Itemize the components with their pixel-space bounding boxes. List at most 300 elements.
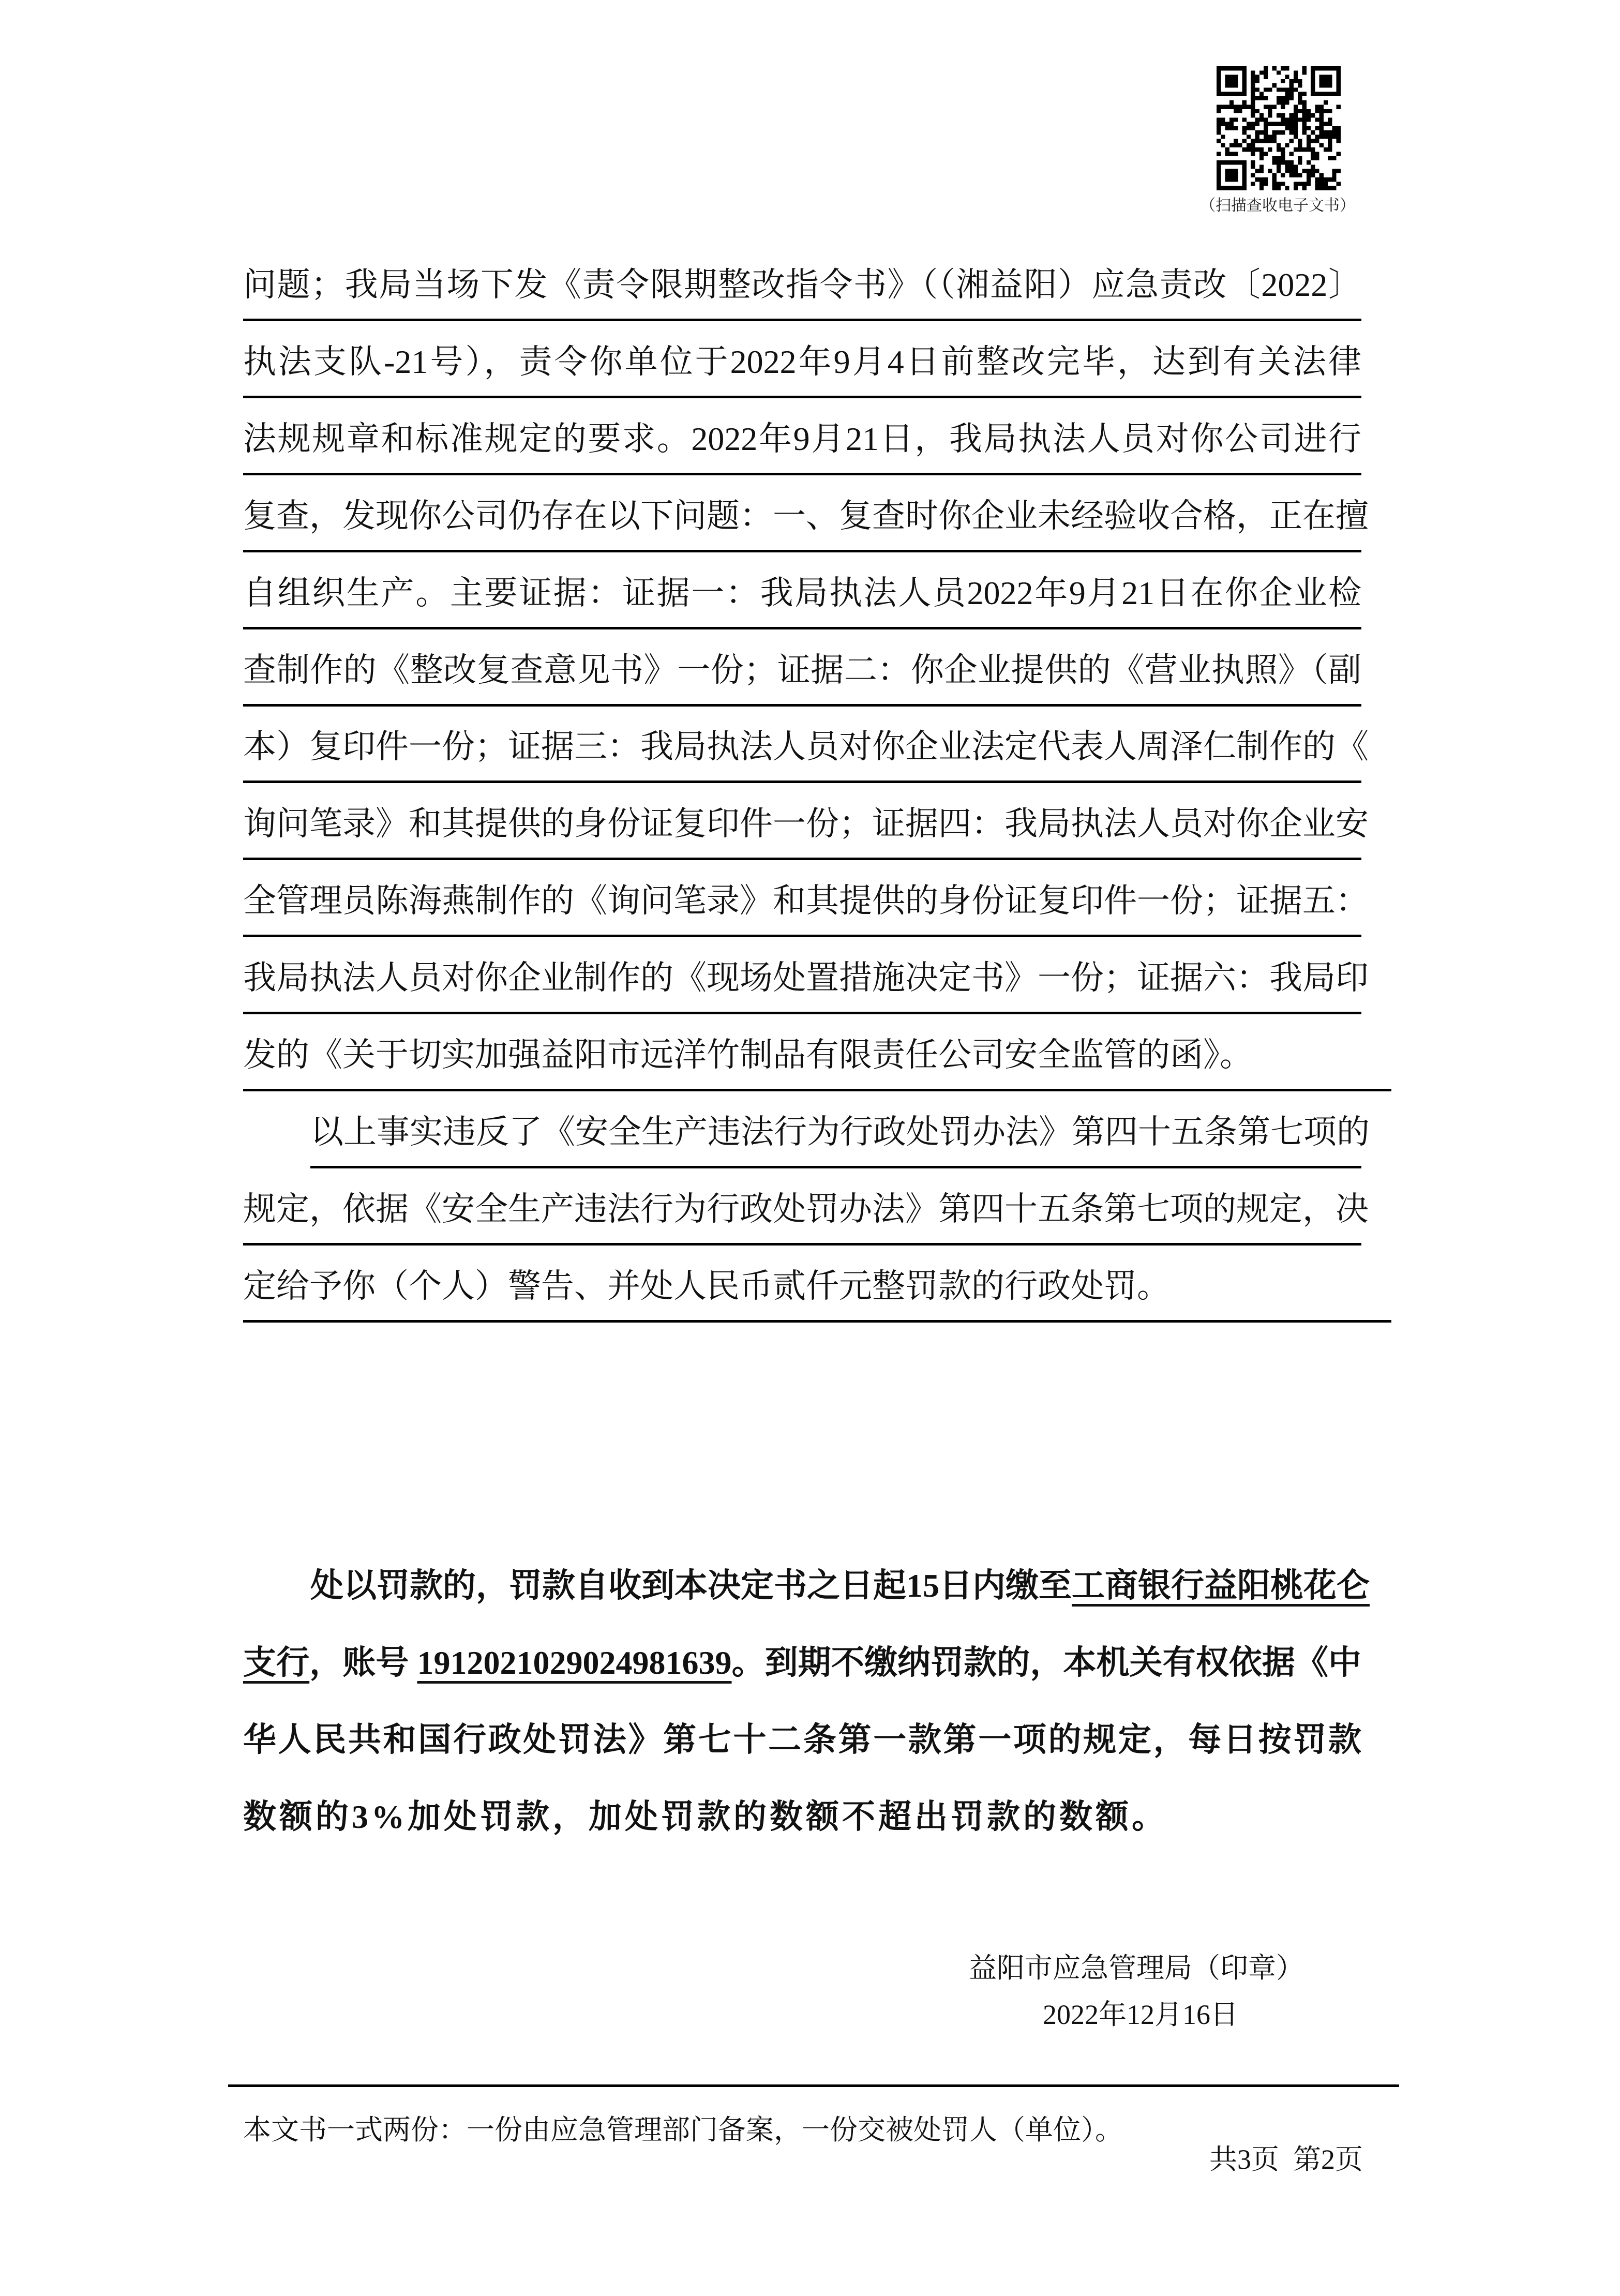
qr-module xyxy=(1337,130,1341,134)
footer-divider xyxy=(228,2084,1399,2087)
qr-module xyxy=(1337,70,1341,74)
qr-module xyxy=(1285,169,1289,173)
qr-module xyxy=(1294,122,1298,126)
qr-module xyxy=(1319,177,1324,182)
qr-module xyxy=(1251,70,1255,74)
qr-module xyxy=(1307,139,1311,143)
qr-module xyxy=(1238,160,1242,164)
qr-module xyxy=(1285,66,1289,70)
qr-module xyxy=(1281,182,1285,186)
qr-module xyxy=(1259,156,1264,160)
qr-module xyxy=(1319,173,1324,177)
qr-module xyxy=(1281,87,1285,92)
qr-module xyxy=(1294,117,1298,122)
qr-module xyxy=(1225,92,1229,96)
qr-module xyxy=(1242,182,1247,186)
qr-module xyxy=(1229,100,1234,104)
text-line: 复查，发现你公司仍存在以下问题：一、复查时你企业未经验收合格，正在擅 xyxy=(243,483,1361,552)
qr-module xyxy=(1328,75,1332,79)
qr-module xyxy=(1319,104,1324,109)
qr-module xyxy=(1251,173,1255,177)
qr-module xyxy=(1302,117,1307,122)
qr-module xyxy=(1328,186,1332,190)
qr-module xyxy=(1277,164,1281,169)
qr-module xyxy=(1264,70,1268,74)
qr-module xyxy=(1234,126,1238,130)
qr-code xyxy=(1217,66,1341,190)
qr-module xyxy=(1289,79,1294,83)
qr-module xyxy=(1298,139,1302,143)
qr-module xyxy=(1225,160,1229,164)
qr-module xyxy=(1332,173,1336,177)
qr-module xyxy=(1289,126,1294,130)
qr-module xyxy=(1259,130,1264,134)
qr-module xyxy=(1264,75,1268,79)
account-number: 1912021029024981639 xyxy=(417,1644,732,1681)
qr-module xyxy=(1298,182,1302,186)
qr-module xyxy=(1311,92,1315,96)
qr-module xyxy=(1285,164,1289,169)
qr-module xyxy=(1298,143,1302,147)
footer-note: 本文书一式两份：一份由应急管理部门备案，一份交被处罚人（单位）。 xyxy=(243,2114,1123,2145)
qr-module xyxy=(1242,147,1247,152)
qr-module xyxy=(1319,134,1324,139)
qr-module xyxy=(1217,177,1221,182)
qr-module xyxy=(1272,156,1277,160)
qr-module xyxy=(1319,130,1324,134)
qr-module xyxy=(1285,143,1289,147)
qr-module xyxy=(1307,169,1311,173)
qr-module xyxy=(1289,160,1294,164)
qr-module xyxy=(1285,75,1289,79)
qr-module xyxy=(1221,117,1225,122)
qr-module xyxy=(1332,156,1336,160)
qr-module xyxy=(1251,100,1255,104)
qr-module xyxy=(1225,147,1229,152)
qr-module xyxy=(1315,109,1319,113)
qr-module xyxy=(1272,139,1277,143)
qr-module xyxy=(1294,70,1298,74)
qr-module xyxy=(1229,143,1234,147)
qr-module xyxy=(1289,164,1294,169)
qr-module xyxy=(1242,70,1247,74)
qr-module xyxy=(1307,109,1311,113)
qr-module xyxy=(1238,104,1242,109)
qr-module xyxy=(1217,87,1221,92)
qr-module xyxy=(1281,113,1285,117)
qr-module xyxy=(1311,139,1315,143)
qr-module xyxy=(1272,186,1277,190)
qr-module xyxy=(1294,75,1298,79)
qr-module xyxy=(1319,92,1324,96)
qr-module xyxy=(1302,92,1307,96)
text-line: 发的《关于切实加强益阳市远洋竹制品有限责任公司安全监管的函》。 xyxy=(243,1022,1391,1091)
qr-module xyxy=(1272,134,1277,139)
qr-module xyxy=(1234,143,1238,147)
qr-module xyxy=(1264,104,1268,109)
qr-module xyxy=(1319,113,1324,117)
qr-module xyxy=(1302,113,1307,117)
qr-module xyxy=(1281,173,1285,177)
qr-module xyxy=(1332,177,1336,182)
qr-module xyxy=(1277,160,1281,164)
text-line: 全管理员陈海燕制作的《询问笔录》和其提供的身份证复印件一份；证据五： xyxy=(243,867,1361,937)
qr-module xyxy=(1328,143,1332,147)
qr-module xyxy=(1259,152,1264,156)
qr-module xyxy=(1289,122,1294,126)
qr-module xyxy=(1337,152,1341,156)
text-line: 法规规章和标准规定的要求。2022年9月21日，我局执法人员对你公司进行 xyxy=(243,406,1361,475)
qr-module xyxy=(1281,104,1285,109)
qr-module xyxy=(1217,160,1221,164)
fine-payment-line-3: 华人民共和国行政处罚法》第七十二条第一款第一项的规定，每日按罚款 xyxy=(243,1721,1361,1758)
qr-module xyxy=(1294,109,1298,113)
qr-module xyxy=(1298,173,1302,177)
qr-module xyxy=(1229,83,1234,87)
qr-module xyxy=(1217,104,1221,109)
page-info: 共3页 第2页 xyxy=(1209,2144,1363,2175)
qr-module xyxy=(1234,169,1238,173)
qr-module xyxy=(1311,130,1315,134)
qr-module xyxy=(1307,126,1311,130)
qr-module xyxy=(1337,139,1341,143)
qr-module xyxy=(1268,139,1272,143)
qr-module xyxy=(1255,117,1259,122)
qr-module xyxy=(1315,104,1319,109)
qr-module xyxy=(1272,173,1277,177)
qr-module xyxy=(1234,104,1238,109)
qr-module xyxy=(1324,177,1328,182)
qr-module xyxy=(1225,186,1229,190)
qr-module xyxy=(1229,79,1234,83)
qr-module xyxy=(1247,122,1251,126)
qr-module xyxy=(1251,152,1255,156)
qr-module xyxy=(1255,134,1259,139)
qr-module xyxy=(1255,147,1259,152)
qr-module xyxy=(1315,92,1319,96)
qr-module xyxy=(1315,182,1319,186)
qr-module xyxy=(1285,186,1289,190)
qr-module xyxy=(1311,79,1315,83)
qr-module xyxy=(1302,70,1307,74)
qr-module xyxy=(1221,160,1225,164)
qr-module xyxy=(1315,139,1319,143)
qr-module xyxy=(1302,186,1307,190)
qr-module xyxy=(1289,113,1294,117)
qr-module xyxy=(1255,109,1259,113)
qr-module xyxy=(1319,182,1324,186)
qr-module xyxy=(1229,117,1234,122)
qr-module xyxy=(1217,92,1221,96)
qr-module xyxy=(1319,75,1324,79)
qr-module xyxy=(1251,143,1255,147)
qr-module xyxy=(1229,173,1234,177)
qr-module xyxy=(1285,117,1289,122)
qr-module xyxy=(1272,83,1277,87)
qr-module xyxy=(1302,100,1307,104)
qr-module xyxy=(1238,143,1242,147)
qr-module xyxy=(1259,139,1264,143)
qr-module xyxy=(1315,66,1319,70)
qr-module xyxy=(1234,75,1238,79)
qr-module xyxy=(1272,104,1277,109)
qr-module xyxy=(1225,75,1229,79)
qr-module xyxy=(1268,113,1272,117)
qr-module xyxy=(1328,79,1332,83)
qr-module xyxy=(1337,75,1341,79)
qr-module xyxy=(1328,92,1332,96)
qr-module xyxy=(1294,173,1298,177)
qr-module xyxy=(1332,134,1336,139)
qr-module xyxy=(1337,169,1341,173)
qr-module xyxy=(1238,186,1242,190)
qr-module xyxy=(1242,173,1247,177)
qr-module xyxy=(1242,130,1247,134)
qr-module xyxy=(1217,139,1221,143)
qr-module xyxy=(1328,139,1332,143)
qr-module xyxy=(1272,177,1277,182)
qr-module xyxy=(1277,147,1281,152)
qr-module xyxy=(1289,87,1294,92)
qr-module xyxy=(1264,130,1268,134)
qr-module xyxy=(1264,134,1268,139)
qr-module xyxy=(1217,130,1221,134)
qr-module xyxy=(1289,130,1294,134)
qr-module xyxy=(1225,152,1229,156)
qr-module xyxy=(1298,100,1302,104)
qr-module xyxy=(1272,122,1277,126)
qr-module xyxy=(1217,70,1221,74)
text-line: 以上事实违反了《安全生产违法行为行政处罚办法》第四十五条第七项的 xyxy=(310,1099,1361,1168)
qr-module xyxy=(1324,134,1328,139)
qr-module xyxy=(1229,126,1234,130)
qr-module xyxy=(1277,182,1281,186)
qr-module xyxy=(1319,126,1324,130)
qr-module xyxy=(1285,160,1289,164)
qr-module xyxy=(1259,70,1264,74)
qr-module xyxy=(1234,139,1238,143)
qr-module xyxy=(1281,122,1285,126)
qr-module xyxy=(1324,130,1328,134)
qr-module xyxy=(1264,96,1268,100)
qr-module xyxy=(1251,147,1255,152)
qr-module xyxy=(1251,79,1255,83)
qr-module xyxy=(1259,113,1264,117)
qr-module xyxy=(1298,156,1302,160)
qr-module xyxy=(1272,182,1277,186)
qr-module xyxy=(1307,113,1311,117)
qr-module xyxy=(1268,104,1272,109)
qr-module xyxy=(1251,96,1255,100)
qr-module xyxy=(1289,139,1294,143)
qr-module xyxy=(1302,66,1307,70)
qr-module xyxy=(1238,109,1242,113)
qr-module xyxy=(1307,160,1311,164)
qr-module xyxy=(1234,160,1238,164)
qr-module xyxy=(1332,186,1336,190)
qr-module xyxy=(1311,156,1315,160)
qr-module xyxy=(1319,122,1324,126)
qr-module xyxy=(1281,100,1285,104)
bank-branch: 支行 xyxy=(243,1644,310,1681)
qr-module xyxy=(1229,122,1234,126)
qr-module xyxy=(1311,83,1315,87)
qr-module xyxy=(1324,100,1328,104)
qr-module xyxy=(1294,134,1298,139)
qr-module xyxy=(1289,83,1294,87)
qr-module xyxy=(1302,169,1307,173)
qr-module xyxy=(1229,186,1234,190)
qr-module xyxy=(1259,169,1264,173)
qr-module xyxy=(1251,104,1255,109)
qr-module xyxy=(1302,104,1307,109)
qr-module xyxy=(1264,87,1268,92)
qr-module xyxy=(1268,87,1272,92)
qr-module xyxy=(1234,66,1238,70)
qr-module xyxy=(1285,100,1289,104)
qr-module xyxy=(1251,75,1255,79)
qr-module xyxy=(1229,152,1234,156)
qr-module xyxy=(1294,113,1298,117)
qr-module xyxy=(1234,173,1238,177)
qr-module xyxy=(1315,186,1319,190)
qr-module xyxy=(1251,126,1255,130)
qr-module xyxy=(1259,96,1264,100)
qr-module xyxy=(1264,152,1268,156)
qr-module xyxy=(1242,66,1247,70)
qr-module xyxy=(1294,186,1298,190)
qr-module xyxy=(1234,186,1238,190)
qr-module xyxy=(1221,186,1225,190)
qr-module xyxy=(1242,75,1247,79)
qr-module xyxy=(1221,104,1225,109)
qr-module xyxy=(1255,139,1259,143)
text-line: 问题；我局当场下发《责令限期整改指令书》（（湘益阳）应急责改〔2022〕 xyxy=(243,251,1361,321)
qr-module xyxy=(1298,79,1302,83)
qr-module xyxy=(1281,117,1285,122)
bank-name: 工商银行益阳桃花仑 xyxy=(1072,1567,1370,1604)
qr-module xyxy=(1337,104,1341,109)
qr-module xyxy=(1294,104,1298,109)
qr-module xyxy=(1337,83,1341,87)
qr-module xyxy=(1298,160,1302,164)
issuer-seal-text: 益阳市应急管理局（印章） xyxy=(969,1953,1304,1984)
qr-module xyxy=(1307,134,1311,139)
qr-module xyxy=(1242,177,1247,182)
qr-module xyxy=(1328,134,1332,139)
qr-module xyxy=(1298,109,1302,113)
qr-module xyxy=(1259,177,1264,182)
qr-module xyxy=(1242,79,1247,83)
qr-module xyxy=(1281,152,1285,156)
qr-module xyxy=(1294,164,1298,169)
qr-module xyxy=(1277,169,1281,173)
qr-module xyxy=(1289,169,1294,173)
qr-module xyxy=(1238,66,1242,70)
qr-module xyxy=(1277,130,1281,134)
qr-module xyxy=(1229,177,1234,182)
qr-module xyxy=(1337,87,1341,92)
qr-module xyxy=(1234,177,1238,182)
qr-module xyxy=(1324,79,1328,83)
qr-module xyxy=(1277,96,1281,100)
qr-module xyxy=(1289,152,1294,156)
qr-module xyxy=(1332,169,1336,173)
qr-module xyxy=(1324,147,1328,152)
qr-module xyxy=(1259,117,1264,122)
qr-module xyxy=(1328,177,1332,182)
qr-module xyxy=(1315,156,1319,160)
qr-module xyxy=(1294,130,1298,134)
qr-module xyxy=(1319,83,1324,87)
qr-module xyxy=(1225,104,1229,109)
qr-module xyxy=(1319,66,1324,70)
qr-module xyxy=(1251,160,1255,164)
qr-module xyxy=(1217,122,1221,126)
qr-module xyxy=(1255,87,1259,92)
qr-module xyxy=(1281,66,1285,70)
qr-module xyxy=(1307,173,1311,177)
qr-module xyxy=(1242,160,1247,164)
qr-module xyxy=(1277,87,1281,92)
qr-module xyxy=(1268,134,1272,139)
qr-module xyxy=(1285,96,1289,100)
qr-module xyxy=(1285,126,1289,130)
qr-module xyxy=(1234,152,1238,156)
qr-module xyxy=(1217,186,1221,190)
qr-module xyxy=(1311,164,1315,169)
qr-module xyxy=(1242,139,1247,143)
qr-module xyxy=(1311,173,1315,177)
qr-module xyxy=(1302,130,1307,134)
qr-module xyxy=(1311,66,1315,70)
qr-module xyxy=(1217,126,1221,130)
qr-module xyxy=(1328,117,1332,122)
issue-date: 2022年12月16日 xyxy=(1043,1999,1238,2030)
qr-module xyxy=(1217,169,1221,173)
qr-module xyxy=(1294,87,1298,92)
qr-module xyxy=(1281,130,1285,134)
qr-module xyxy=(1272,160,1277,164)
qr-module xyxy=(1229,75,1234,79)
qr-module xyxy=(1255,130,1259,134)
qr-module xyxy=(1307,182,1311,186)
qr-module xyxy=(1229,92,1234,96)
qr-module xyxy=(1217,182,1221,186)
qr-module xyxy=(1264,117,1268,122)
qr-module xyxy=(1277,100,1281,104)
qr-module xyxy=(1234,109,1238,113)
qr-module xyxy=(1311,70,1315,74)
qr-module xyxy=(1332,130,1336,134)
qr-module xyxy=(1251,122,1255,126)
qr-module xyxy=(1298,147,1302,152)
text-line: 自组织生产。主要证据：证据一：我局执法人员2022年9月21日在你企业检 xyxy=(243,560,1361,629)
qr-module xyxy=(1225,126,1229,130)
qr-module xyxy=(1255,169,1259,173)
qr-module xyxy=(1332,92,1336,96)
qr-module xyxy=(1268,109,1272,113)
qr-module xyxy=(1315,152,1319,156)
qr-module xyxy=(1242,117,1247,122)
qr-module xyxy=(1251,109,1255,113)
qr-module xyxy=(1328,156,1332,160)
qr-module xyxy=(1324,75,1328,79)
qr-module xyxy=(1311,75,1315,79)
qr-module xyxy=(1285,92,1289,96)
qr-module xyxy=(1242,126,1247,130)
qr-module xyxy=(1298,96,1302,100)
